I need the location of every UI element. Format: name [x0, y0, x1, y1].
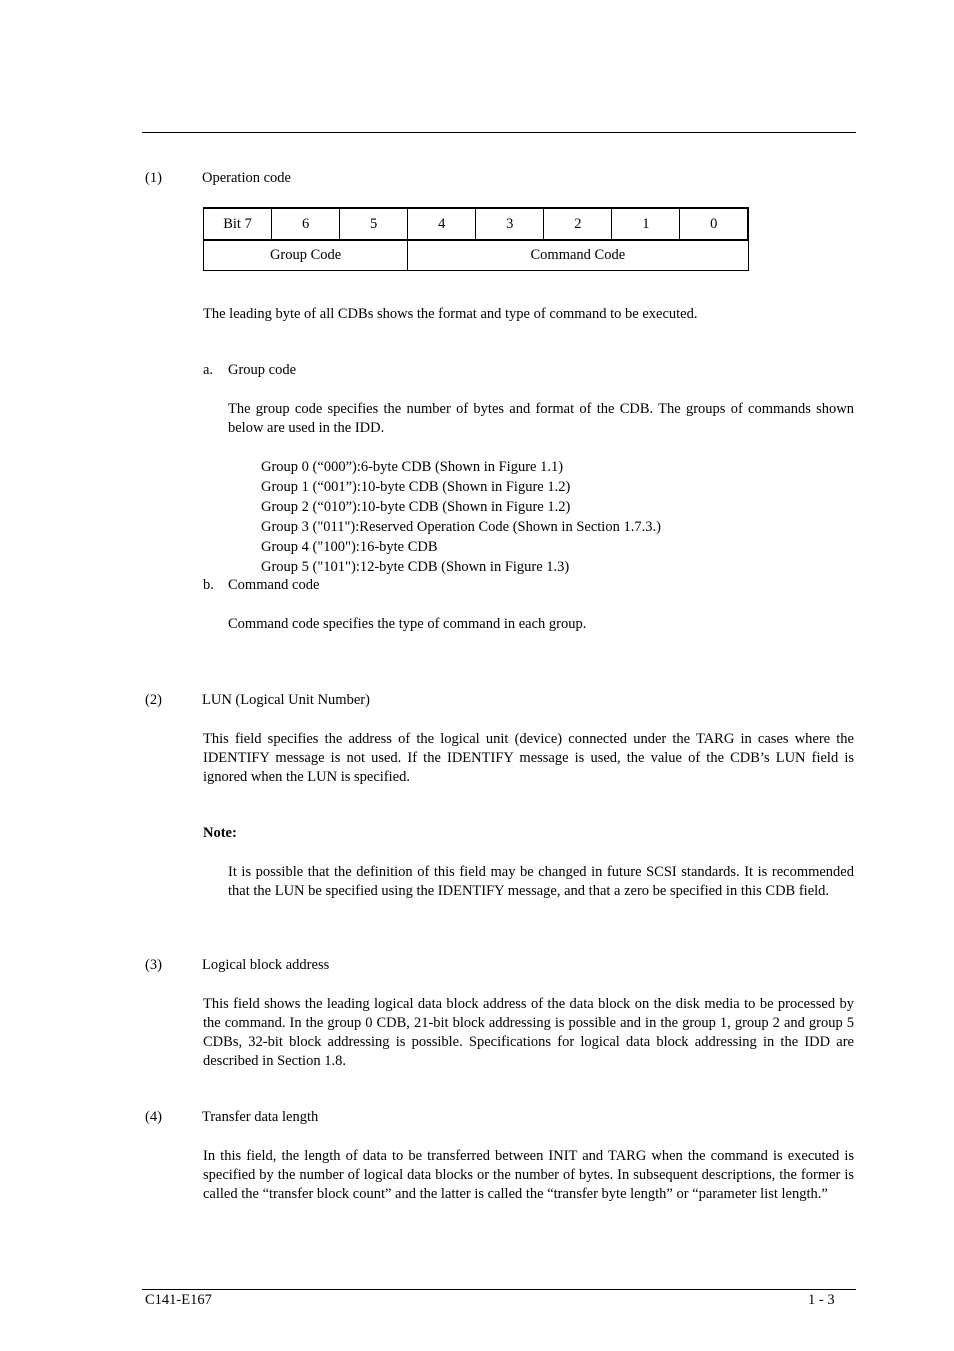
document-id: C141-E167 — [145, 1292, 212, 1308]
section-number: (4) — [145, 1109, 162, 1125]
bit-cell: 4 — [408, 208, 476, 240]
paragraph: This field shows the leading logical data block address of the data block on the disk media to be processed by the command. In the group 0 CDB, 21-bit block addressing is possible and in the group 1, group 2 and group 5 CDBs, 32-bit block addressing is possible. Specifications for logical data block addressing in the IDD are described in Section 1.8. — [203, 996, 854, 1069]
bit-cell: 3 — [476, 208, 544, 240]
paragraph: Command code specifies the type of command in each group. — [228, 616, 587, 632]
footer-rule — [142, 1289, 856, 1290]
paragraph: The group code specifies the number of bytes and format of the CDB. The groups of commands shown below are used in the IDD. — [228, 401, 854, 436]
bit-cell: 2 — [544, 208, 612, 240]
paragraph: This field specifies the address of the logical unit (device) connected under the TARG in cases where the IDENTIFY message is not used. If the IDENTIFY message is used, the value of the CDB’s LUN field is ignored when the LUN is specified. — [203, 731, 854, 785]
section-number: (1) — [145, 170, 162, 186]
group-list-item: Group 4 ("100"):16-byte CDB — [261, 539, 438, 555]
bit-cell: 6 — [272, 208, 340, 240]
bit-cell: 0 — [680, 208, 748, 240]
bit-row — [204, 208, 749, 240]
header-rule — [142, 132, 856, 133]
group-list-item: Group 2 (“010”):10-byte CDB (Shown in Figure 1.2) — [261, 499, 571, 515]
operation-code-table — [203, 207, 749, 271]
section-number: (2) — [145, 692, 162, 708]
paragraph: In this field, the length of data to be transferred between INIT and TARG when the command is executed is specified by the number of logical data blocks or the number of bytes. In subsequent descriptions, the former is called the “transfer block count” and the latter is called the “transfer byte length” or “parameter list length.” — [203, 1148, 854, 1202]
group-list-item: Group 3 ("011"):Reserved Operation Code (Shown in Section 1.7.3.) — [261, 519, 661, 535]
note-label: Note: — [203, 825, 237, 841]
page-number: 1 - 3 — [808, 1292, 835, 1308]
section-heading: LUN (Logical Unit Number) — [202, 692, 370, 708]
group-list-item: Group 5 ("101"):12-byte CDB (Shown in Figure 1.3) — [261, 559, 570, 575]
section-number: (3) — [145, 957, 162, 973]
list-label: b. — [203, 577, 214, 593]
command-code-field: Command Code — [408, 240, 748, 271]
bit-cell: Bit 7 — [204, 208, 272, 240]
bit-cell: 1 — [612, 208, 680, 240]
paragraph: The leading byte of all CDBs shows the format and type of command to be executed. — [203, 306, 698, 322]
subsection-heading: Group code — [228, 362, 297, 378]
group-code-field: Group Code — [204, 240, 408, 271]
subsection-heading: Command code — [228, 577, 320, 593]
section-heading: Operation code — [202, 170, 291, 186]
group-list-item: Group 1 (“001”):10-byte CDB (Shown in Figure 1.2) — [261, 479, 571, 495]
group-list-item: Group 0 (“000”):6-byte CDB (Shown in Figure 1.1) — [261, 459, 564, 475]
section-heading: Transfer data length — [202, 1109, 319, 1125]
field-row — [204, 240, 749, 271]
note-text: It is possible that the definition of this field may be changed in future SCSI standards. It is recommended that the LUN be specified using the IDENTIFY message, and that a zero be specified in this CDB field. — [228, 864, 854, 899]
section-heading: Logical block address — [202, 957, 330, 973]
bit-cell: 5 — [340, 208, 408, 240]
list-label: a. — [203, 362, 214, 378]
